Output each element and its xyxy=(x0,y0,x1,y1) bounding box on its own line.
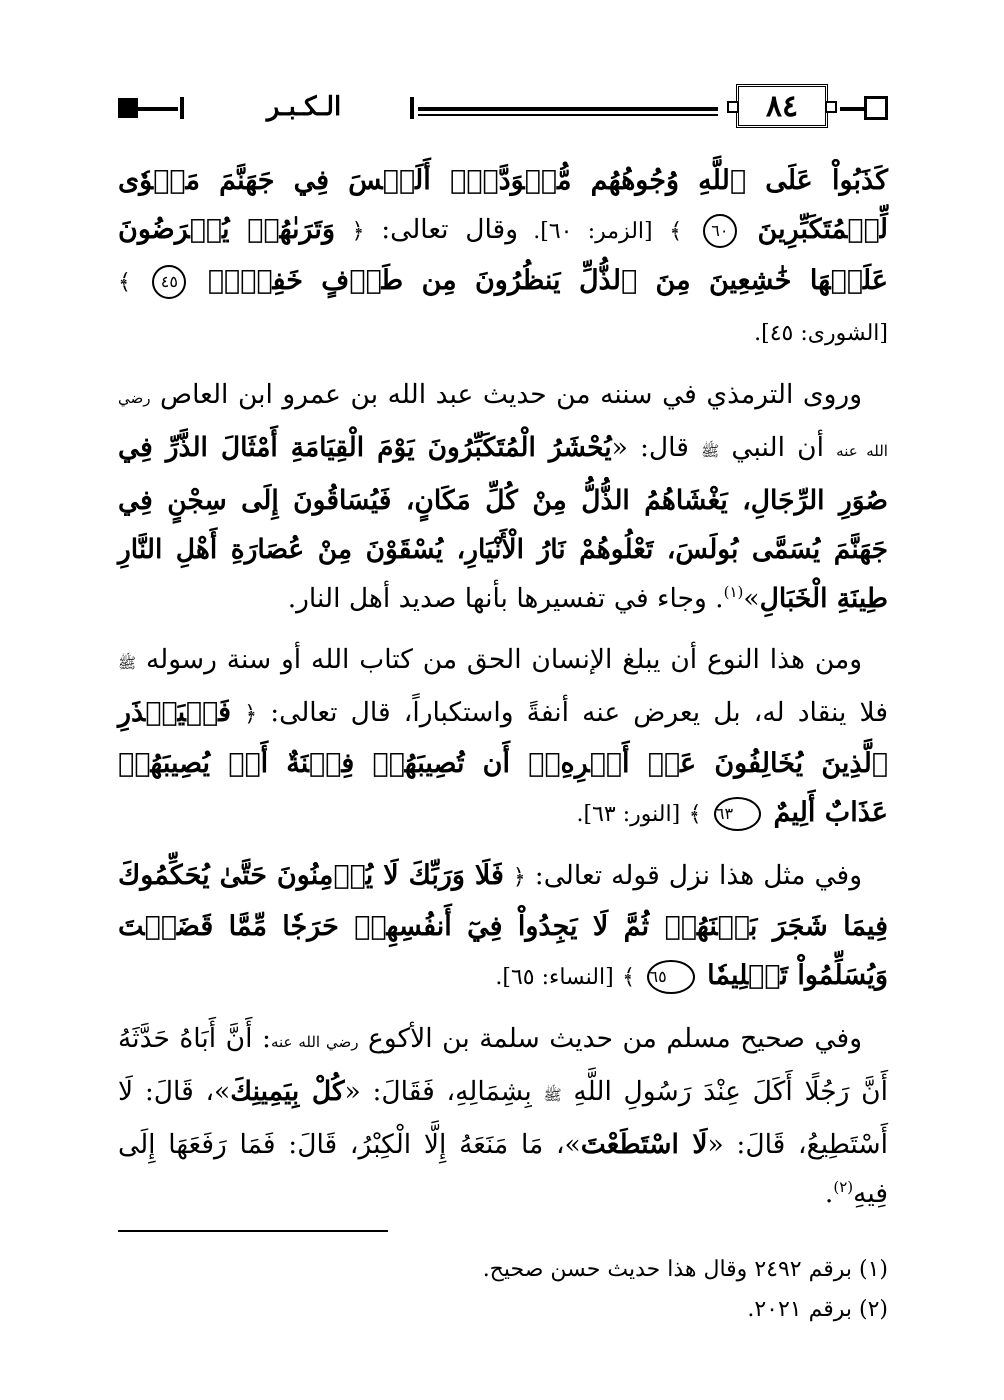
footnote xyxy=(118,1290,888,1330)
footnote xyxy=(118,1250,888,1290)
footnote-number: (٢) xyxy=(858,1297,888,1322)
ornate-bracket-close: ﴾ xyxy=(669,219,683,244)
ornate-bracket-open: ﴿ xyxy=(512,865,526,890)
quran-verse: كَذَبُواْ عَلَى ٱللَّهِ وُجُوهُهُم مُّسۡوَدَّةٌۚ أَلَيۡسَ فِي جَهَنَّمَ مَثۡوٗى لِّلۡمُتَكَبِّرِينَ xyxy=(118,165,888,245)
ornate-bracket-open: ﴿ xyxy=(244,702,258,727)
ornate-bracket-close: ﴾ xyxy=(622,965,636,990)
ayah-number-marker: ٦٥ xyxy=(647,960,694,994)
header-divider xyxy=(180,97,184,119)
ornate-bracket-close: ﴾ xyxy=(688,802,702,827)
ayah-number-marker: ٦٣ xyxy=(714,797,761,831)
footnote-marker: (١) xyxy=(723,583,744,602)
header-ornament-square-outline xyxy=(864,96,888,120)
text: قال: « xyxy=(611,432,702,463)
hadith-text: كُلْ بِيَمِينِكَ xyxy=(230,1076,345,1107)
text: : أَنَّ أَبَاهُ حَدَّثَهُ أَنَّ رَجُلًا أَكَلَ عِنْدَ رَسُولِ اللَّهِ xyxy=(118,1023,889,1107)
book-page xyxy=(118,72,888,1382)
text: . xyxy=(824,1178,834,1209)
ornate-bracket-close: ﴾ xyxy=(118,270,131,295)
footnote-text: برقم ٢٤٩٢ وقال هذا حديث حسن صحيح. xyxy=(482,1257,859,1282)
honorific-radi: رضي الله عنه xyxy=(270,1033,359,1051)
ayah-number-marker: ٤٥ xyxy=(152,265,186,299)
honorific-salawat: ﷺ xyxy=(118,654,137,672)
quran-verse: فَلَا وَرَبِّكَ لَا يُؤۡمِنُونَ حَتَّىٰ يُحَكِّمُوكَ فِيمَا شَجَرَ بَيۡنَهُمۡ ثُمَّ لَا يَجِدُواْ فِيٓ أَنفُسِهِمۡ حَرَجٗا مِّمَّا قَضَيۡتَ وَيُسَلِّمُواْ تَسۡلِيمٗا xyxy=(118,860,888,991)
page-number: ٨٤ xyxy=(765,88,799,124)
header-rule xyxy=(418,107,718,111)
text: وقال تعالى: xyxy=(364,214,519,245)
verse-reference: [النساء: ٦٥]. xyxy=(495,965,614,990)
paragraph xyxy=(118,635,888,839)
paragraph xyxy=(118,370,888,623)
paragraph xyxy=(118,156,888,358)
hadith-text: يُحْشَرُ الْمُتَكَبِّرُونَ يَوْمَ الْقِيَامَةِ أَمْثَالَ الذَّرِّ فِي صُوَرِ الرِّجَالِ، يَغْشَاهُمُ الذُّلُّ مِنْ كُلِّ مَكَانٍ، فَيُسَاقُونَ إِلَى سِجْنٍ فِي جَهَنَّمَ يُسَمَّى بُولَسَ، تَعْلُوهُمْ نَارُ الْأَنْيَارِ، يُسْقَوْنَ مِنْ عُصَارَةِ أَهْلِ النَّارِ طِينَةِ الْخَبَالِ xyxy=(118,432,888,614)
text: »، مَا مَنَعَهُ إِلَّا الْكِبْرُ، قَالَ: فَمَا رَفَعَهَا إِلَى فِيهِ xyxy=(118,1129,888,1209)
text: وفي مثل هذا نزل قوله تعالى: xyxy=(525,860,862,891)
text: . وجاء في تفسيرها بأنها صديد أهل النار. xyxy=(287,583,724,614)
header-rule xyxy=(418,114,718,116)
header-divider xyxy=(410,97,414,119)
text: فلا ينقاد له، بل يعرض عنه أنفةً واستكباراً، قال تعالى: xyxy=(257,697,888,728)
header-ornament-square-filled xyxy=(118,98,138,118)
main-text xyxy=(118,156,888,1230)
paragraph xyxy=(118,851,888,1002)
page-header xyxy=(118,84,888,136)
text: ومن هذا النوع أن يبلغ الإنسان الحق من كتاب الله أو سنة رسوله xyxy=(136,644,862,675)
footnote-marker: (٢) xyxy=(833,1178,854,1197)
quran-verse: وَتَرَىٰهُمۡ يُعۡرَضُونَ عَلَيۡهَا خَٰشِعِينَ مِنَ ٱلذُّلِّ يَنظُرُونَ مِن طَرۡفٍ خَفِيّٖۗ xyxy=(118,214,888,296)
footnote-text: برقم ٢٠٢١. xyxy=(747,1297,859,1322)
verse-reference: [الشورى: ٤٥]. xyxy=(754,321,888,346)
honorific-salawat: ﷺ xyxy=(543,1086,562,1104)
paragraph xyxy=(118,1014,888,1218)
footnote-separator xyxy=(118,1230,388,1232)
ornate-bracket-open: ﴿ xyxy=(351,219,365,244)
text: »، قَالَ: لَا أَسْتَطِيعُ، قَالَ: « xyxy=(118,1076,888,1160)
text: وروى الترمذي في سننه من حديث عبد الله بن عمرو ابن العاص xyxy=(150,379,862,410)
quran-verse: فَلۡيَحۡذَرِ ٱلَّذِينَ يُخَالِفُونَ عَنۡ أَمۡرِهِۦٓ أَن تُصِيبَهُمۡ فِتۡنَةٌ أَوۡ يُصِيبَهُمۡ عَذَابٌ أَلِيمٌ xyxy=(118,697,888,828)
text: » xyxy=(743,583,760,614)
ayah-number-marker: ٦٠ xyxy=(703,214,737,248)
footnotes xyxy=(118,1250,888,1330)
header-rule xyxy=(840,107,864,111)
honorific-radi: رضي الله عنه xyxy=(118,389,888,460)
verse-reference: [الزمر: ٦٠]. xyxy=(518,219,653,244)
page-number-frame xyxy=(736,84,828,128)
text: بِشِمَالِهِ، فَقَالَ: « xyxy=(344,1076,544,1107)
verse-reference: [النور: ٦٣]. xyxy=(576,802,681,827)
header-rule xyxy=(138,107,178,111)
footnote-number: (١) xyxy=(858,1257,888,1282)
text: وفي صحيح مسلم من حديث سلمة بن الأكوع xyxy=(358,1023,862,1054)
honorific-salawat: ﷺ xyxy=(701,442,720,460)
text: أن النبي xyxy=(719,432,837,463)
hadith-text: لَا اسْتَطَعْتَ xyxy=(580,1129,708,1160)
running-title: الـكـبـر xyxy=(266,92,342,122)
